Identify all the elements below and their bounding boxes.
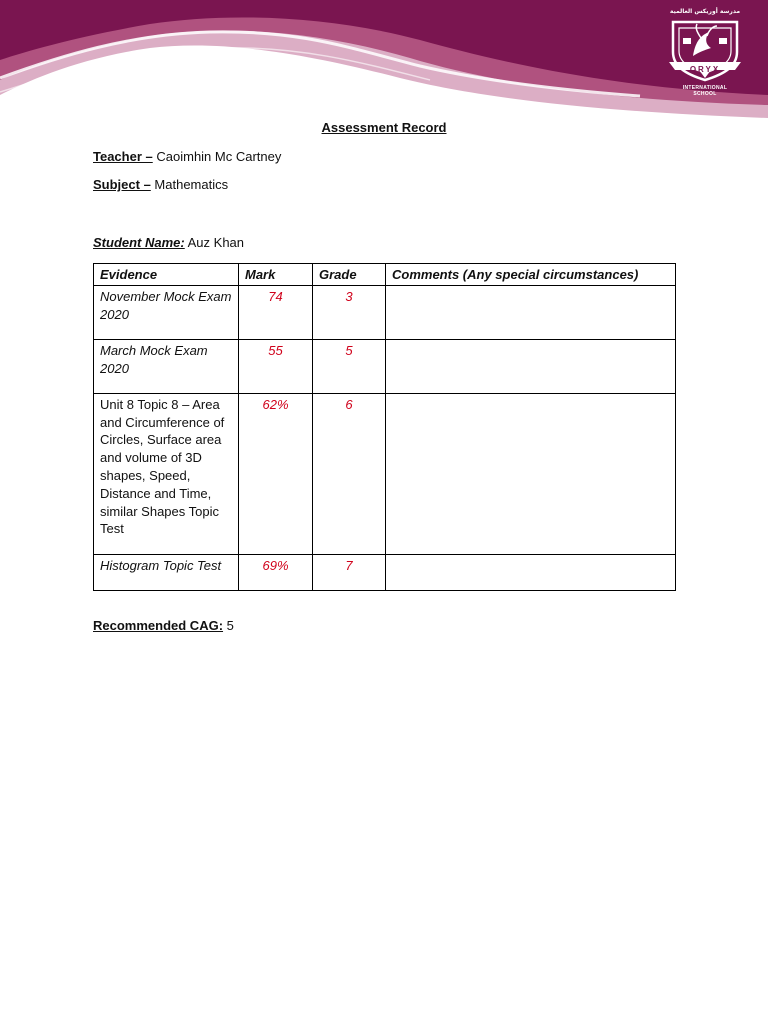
student-name-value: Auz Khan [187, 235, 245, 250]
subject-value: Mathematics [154, 177, 229, 192]
teacher-label: Teacher – [93, 149, 153, 164]
logo-subtitle [665, 85, 745, 97]
recommended-cag-field [93, 618, 234, 633]
evidence-cell: Histogram Topic Test [94, 554, 239, 590]
table-row [94, 554, 676, 590]
teacher-field [93, 149, 281, 164]
table-row [94, 285, 676, 339]
logo-name: ORYX [689, 65, 721, 74]
subject-label: Subject – [93, 177, 151, 192]
comments-cell [386, 339, 676, 393]
mark-cell: 62% [239, 393, 313, 554]
header-grade: Grade [313, 264, 386, 286]
student-name-label: Student Name: [93, 235, 185, 250]
logo-arabic-text: مدرسة أوريكس العالمية [669, 8, 741, 15]
evidence-cell: November Mock Exam 2020 [94, 285, 239, 339]
grade-cell: 5 [313, 339, 386, 393]
evidence-cell: March Mock Exam 2020 [94, 339, 239, 393]
grade-cell: 3 [313, 285, 386, 339]
mark-cell: 74 [239, 285, 313, 339]
header-mark: Mark [239, 264, 313, 286]
recommended-cag-label: Recommended CAG: [93, 618, 224, 633]
mark-cell: 55 [239, 339, 313, 393]
logo-subtitle-line1: INTERNATIONAL [682, 85, 728, 91]
document-title: Assessment Record [321, 120, 447, 135]
mark-cell: 69% [239, 554, 313, 590]
table-row [94, 339, 676, 393]
comments-cell [386, 285, 676, 339]
recommended-cag-value: 5 [226, 618, 234, 633]
table-header-row [94, 264, 676, 286]
header-evidence: Evidence [94, 264, 239, 286]
evidence-cell: Unit 8 Topic 8 – Area and Circumference of Circles, Surface area and volume of 3D shapes, Speed, Distance and Time, similar Shapes Topic Test [94, 393, 239, 554]
grade-cell: 7 [313, 554, 386, 590]
header-comments: Comments (Any special circumstances) [386, 264, 676, 286]
student-name-field [93, 235, 244, 250]
logo-subtitle-line2: SCHOOL [693, 91, 717, 97]
subject-field [93, 177, 228, 192]
assessment-table [93, 263, 676, 591]
header-banner [0, 0, 768, 118]
table-row [94, 393, 676, 554]
comments-cell [386, 554, 676, 590]
comments-cell [386, 393, 676, 554]
teacher-value: Caoimhin Mc Cartney [156, 149, 282, 164]
school-logo [665, 8, 745, 100]
grade-cell: 6 [313, 393, 386, 554]
